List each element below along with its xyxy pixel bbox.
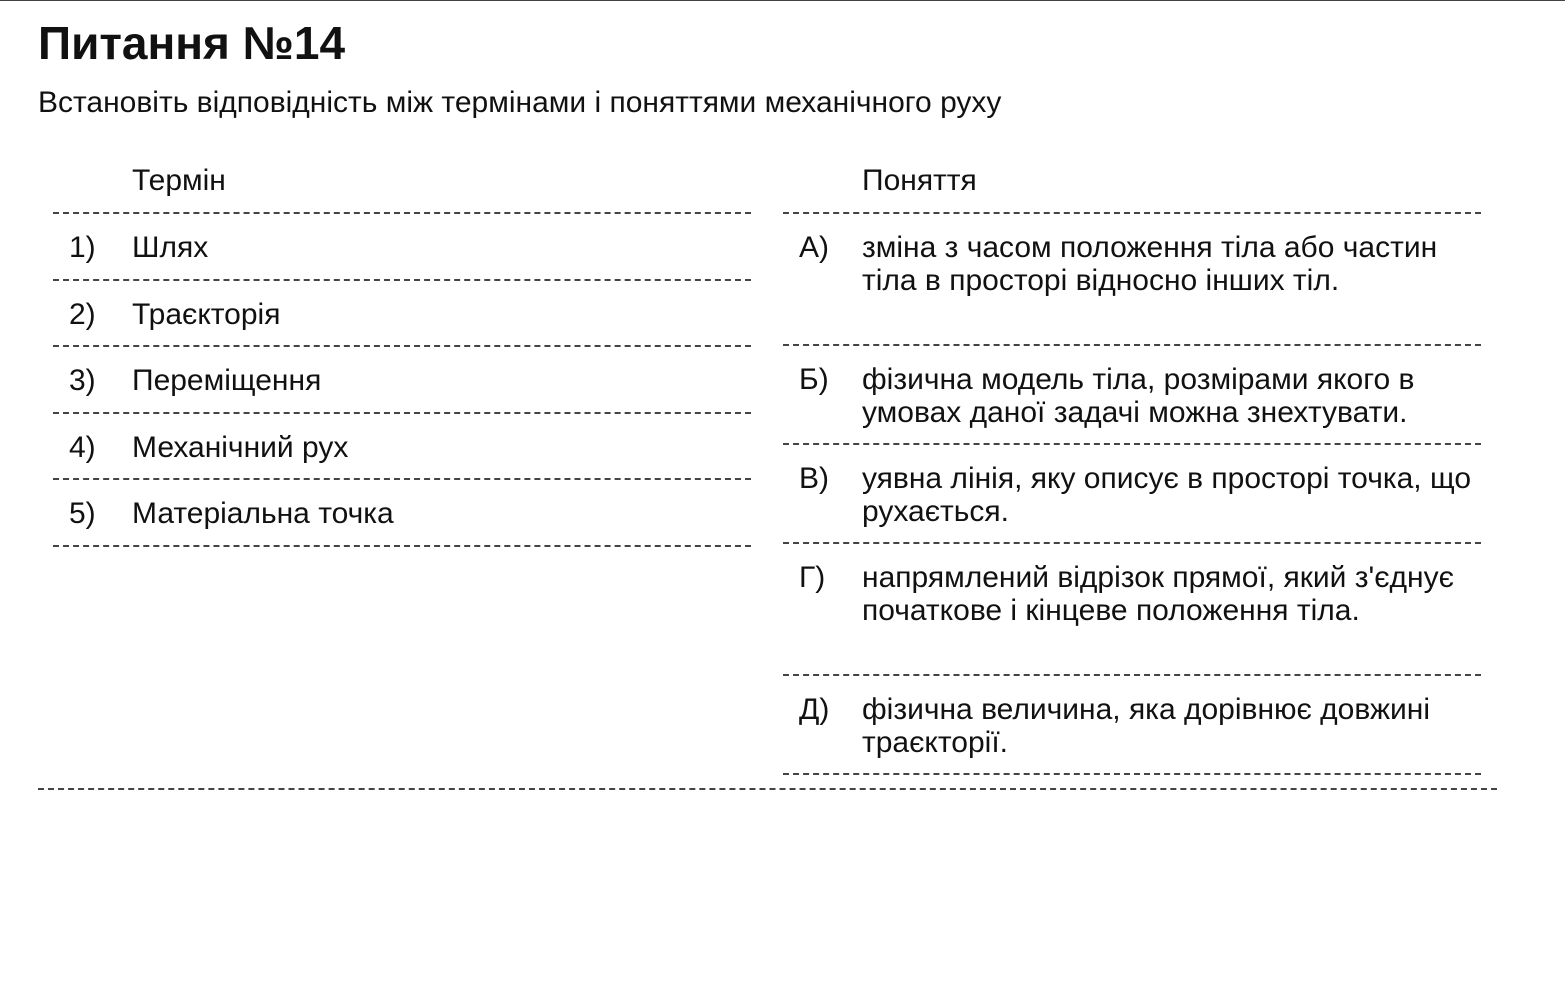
concept-text: зміна з часом положення тіла або частин тіла в просторі відносно інших тіл. (862, 231, 1438, 297)
term-row-4 (53, 414, 751, 481)
term-number: 5) (69, 497, 96, 530)
concept-row-d (783, 676, 1481, 775)
term-text: Шлях (132, 231, 209, 264)
concept-text: фізична величина, яка дорівнює довжині траєкторії. (862, 693, 1431, 759)
term-row-3 (53, 347, 751, 414)
concept-text: напрямлений відрізок прямої, який з'єднує початкове і кінцеве положення тіла. (862, 561, 1454, 627)
bottom-divider (38, 788, 1497, 790)
concepts-header (783, 160, 1481, 214)
concept-letter: А) (799, 231, 829, 264)
term-number: 4) (69, 430, 96, 464)
term-number: 2) (69, 297, 96, 331)
term-text: Матеріальна точка (132, 497, 394, 530)
question-instruction: Встановіть відповідність між термінами і поняттями механічного руху (38, 86, 1002, 119)
term-row-1 (53, 214, 751, 281)
concept-row-b (783, 346, 1481, 445)
concept-text: фізична модель тіла, розмірами якого в умовах даної задачі можна знехтувати. (862, 363, 1415, 429)
terms-header-label: Термін (132, 164, 226, 197)
concept-letter: В) (799, 462, 829, 495)
concepts-header-label: Поняття (862, 164, 977, 197)
term-text: Траєкторія (132, 297, 281, 331)
concept-row-a (783, 214, 1481, 346)
terms-header (53, 160, 751, 214)
terms-column (53, 160, 751, 547)
term-text: Переміщення (132, 364, 322, 397)
concept-row-g (783, 544, 1481, 676)
term-number: 1) (69, 231, 96, 264)
term-text: Механічний рух (132, 430, 349, 464)
concept-letter: Г) (799, 561, 826, 594)
concept-letter: Д) (799, 693, 830, 726)
concepts-column (783, 160, 1481, 775)
concept-letter: Б) (799, 363, 829, 396)
top-border (0, 0, 1565, 1)
term-row-5 (53, 480, 751, 547)
concept-text: уявна лінія, яку описує в просторі точка, що рухається. (862, 462, 1472, 528)
concept-row-v (783, 445, 1481, 544)
question-title: Питання №14 (38, 17, 346, 69)
term-number: 3) (69, 364, 96, 397)
term-row-2 (53, 281, 751, 348)
